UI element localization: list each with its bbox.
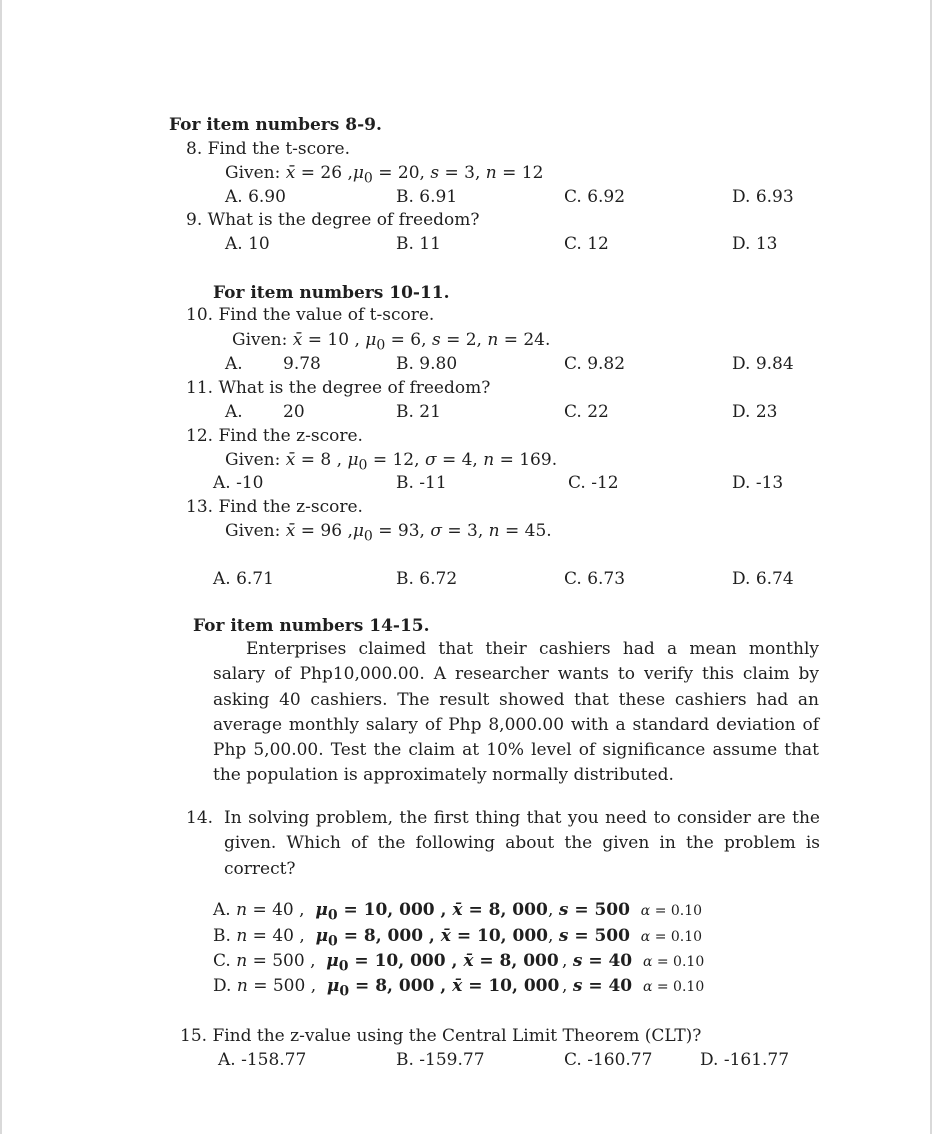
question-12-text: 12. Find the z-score. <box>186 426 363 446</box>
given-label: Given: <box>225 521 281 541</box>
q14-option-d: D. n = 500 , $\mu_0 = 8$, 000 , x̄ = 10, 000 <box>213 976 560 1000</box>
q12-option-c: C. -12 <box>568 473 619 493</box>
given-xbar: = 8 , <box>300 450 343 470</box>
q9-option-b: B. 11 <box>396 234 441 254</box>
question-10-given: Given: x̄ = 10 , $\mu_0 = 6$, s = 2, n = 24. <box>232 330 551 354</box>
given-mu0: = 20, <box>378 163 425 183</box>
q9-option-c: C. 12 <box>564 234 609 254</box>
q14-option-c: C. n = 500 , $\mu_0 = 10$, 000 , x̄ = 8, 000 <box>213 951 559 975</box>
question-12-given: Given: x̄ = 8 , $\mu_0 = 12$, σ = 4, n = 169. <box>225 450 558 474</box>
given-n: = 169. <box>499 450 558 470</box>
problem-paragraph-text: Enterprises claimed that their cashiers had a mean monthly salary of Php10,000.00. A researcher wants to verify this claim by asking 40 cashiers. The result showed that these cashiers had an average monthly salary of Php 8,000.00 with a standard deviation of Php 5,00.00. Test the claim at 10% level of significance assume that the population is approximately normally distributed. <box>213 639 819 786</box>
question-8-text: 8. Find the t-score. <box>186 139 350 159</box>
q11-option-a-letter: A. <box>225 402 243 422</box>
q14-option-b-s: , s = 500 α = 0.10 <box>548 926 703 946</box>
given-label: Given: <box>232 330 288 350</box>
section-heading-8-9: For item numbers 8-9. <box>169 115 382 135</box>
given-n: = 24. <box>503 330 551 350</box>
q15-option-d: D. -161.77 <box>700 1050 790 1070</box>
q11-option-a-value: 20 <box>283 402 305 422</box>
given-xbar: = 10 , <box>307 330 360 350</box>
question-9-text: 9. What is the degree of freedom? <box>186 210 480 230</box>
q9-option-d: D. 13 <box>732 234 778 254</box>
given-xbar: = 96 , <box>300 521 353 541</box>
page-left-border <box>0 0 2 1134</box>
question-11-text: 11. What is the degree of freedom? <box>186 378 491 398</box>
q8-option-c: C. 6.92 <box>564 187 626 207</box>
question-13-given: Given: x̄ = 96 $,\mu_0 = 93$, σ = 3, n = 45. <box>225 521 552 545</box>
given-n: = 45. <box>505 521 552 541</box>
q14-option-c-s: , s = 40 α = 0.10 <box>562 951 705 971</box>
q13-option-d: D. 6.74 <box>732 569 794 589</box>
given-s: = 2, <box>446 330 482 350</box>
q11-option-c: C. 22 <box>564 402 609 422</box>
q10-option-a-letter: A. <box>225 354 243 374</box>
q14-option-a: A. n = 40 , $\mu_0 = 10$, 000 , x̄ = 8, 000 <box>213 900 548 924</box>
q9-option-a: A. 10 <box>225 234 270 254</box>
question-8-given: Given: x̄ = 26 $,\mu_0 = 20$, s = 3, n = 12 <box>225 163 544 187</box>
q12-option-a: A. -10 <box>213 473 264 493</box>
section-heading-10-11: For item numbers 10-11. <box>213 283 450 303</box>
question-15-text: 15. Find the z-value using the Central Limit Theorem (CLT)? <box>180 1026 702 1046</box>
given-xbar: = 26 , <box>300 163 353 183</box>
given-mu0: = 6, <box>390 330 427 350</box>
given-mu0: = 93, <box>378 521 425 541</box>
given-label: Given: <box>225 163 281 183</box>
question-14-number: 14. <box>186 808 214 828</box>
q15-option-c: C. -160.77 <box>564 1050 653 1070</box>
q10-option-b: B. 9.80 <box>396 354 458 374</box>
q14-option-a-s: , s = 500 α = 0.10 <box>548 900 703 920</box>
q15-option-b: B. -159.77 <box>396 1050 485 1070</box>
question-14-text: In solving problem, the first thing that you need to consider are the given. Which of the following about the given in the problem is correct? <box>224 808 820 879</box>
given-n: = 12 <box>502 163 544 183</box>
q10-option-c: C. 9.82 <box>564 354 626 374</box>
given-mu0: = 12, <box>372 450 420 470</box>
q8-option-d: D. 6.93 <box>732 187 794 207</box>
q15-option-a: A. -158.77 <box>218 1050 307 1070</box>
q13-option-c: C. 6.73 <box>564 569 626 589</box>
q8-option-b: B. 6.91 <box>396 187 458 207</box>
q12-option-b: B. -11 <box>396 473 447 493</box>
q14-option-d-s: , s = 40 α = 0.10 <box>562 976 705 996</box>
q12-option-d: D. -13 <box>732 473 784 493</box>
q10-option-d: D. 9.84 <box>732 354 794 374</box>
given-sigma: = 3, <box>447 521 484 541</box>
question-13-text: 13. Find the z-score. <box>186 497 363 517</box>
question-10-text: 10. Find the value of t-score. <box>186 305 435 325</box>
q13-option-b: B. 6.72 <box>396 569 458 589</box>
given-label: Given: <box>225 450 281 470</box>
q10-option-a-value: 9.78 <box>283 354 321 374</box>
q11-option-d: D. 23 <box>732 402 778 422</box>
given-sigma: = 4, <box>441 450 478 470</box>
q14-option-b: B. n = 40 , $\mu_0 = 8$, 000 , x̄ = 10, 000 <box>213 926 548 950</box>
q8-option-a: A. 6.90 <box>225 187 286 207</box>
section-heading-14-15: For item numbers 14-15. <box>193 616 430 636</box>
q13-option-a: A. 6.71 <box>213 569 274 589</box>
given-s: = 3, <box>444 163 481 183</box>
problem-paragraph <box>213 637 819 789</box>
q11-option-b: B. 21 <box>396 402 441 422</box>
question-14 <box>186 806 820 882</box>
